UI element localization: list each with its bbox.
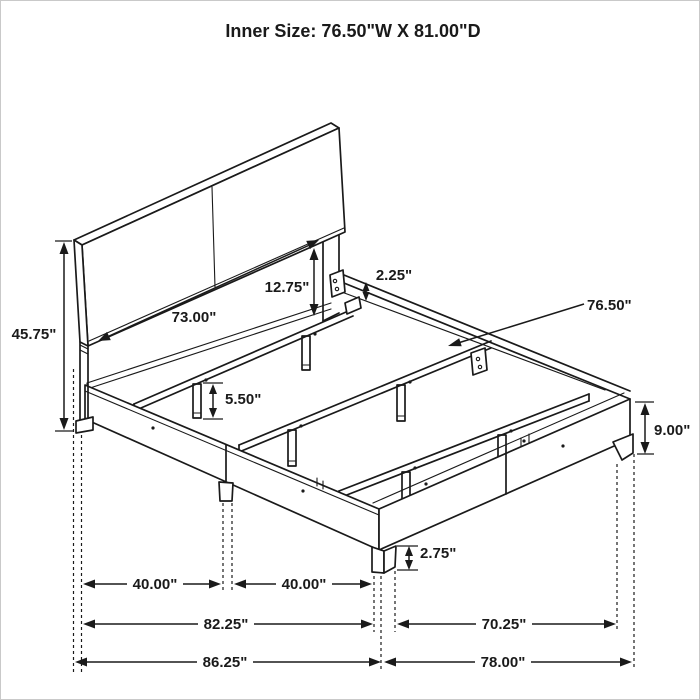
dim-headboard-height [12, 241, 74, 431]
dim-label-center-leg-height: 5.50" [225, 391, 262, 408]
dim-label-leg-spacing-foot: 40.00" [281, 576, 327, 593]
post-foot [76, 417, 93, 433]
drawing-title: Inner Size: 76.50"W X 81.00"D [225, 21, 481, 41]
dim-label-overall-width: 78.00" [480, 654, 526, 671]
dim-center-leg-height [203, 383, 261, 419]
rail-bracket-plate [471, 348, 487, 375]
left-middle-leg [219, 482, 233, 501]
dim-label-panel-to-rail: 12.75" [264, 279, 310, 296]
dim-rail-lip [363, 267, 413, 301]
rail-bracket-plate [330, 270, 345, 297]
dim-label-foot-leg-height: 2.75" [420, 545, 457, 562]
slat-support-rail-middle [239, 341, 491, 452]
dim-overall-width [384, 654, 632, 671]
dim-side-rail-height [635, 402, 690, 454]
headboard-post-right [323, 231, 345, 321]
left-side-rail [85, 385, 379, 550]
dim-foot-leg-height [397, 545, 456, 570]
dim-slat-rail-length [448, 297, 632, 346]
dim-leg-spacing-head [83, 576, 221, 593]
dim-label-side-rail-span: 82.25" [203, 616, 249, 633]
dim-label-side-rail-height: 9.00" [654, 422, 691, 439]
dim-label-leg-spacing-head: 40.00" [132, 576, 178, 593]
far-side-rail [339, 273, 630, 399]
foot-rail [373, 393, 630, 550]
dim-leg-spacing-foot [234, 576, 372, 593]
support-leg [397, 385, 405, 421]
dim-label-slat-rail-length: 76.50" [587, 297, 632, 314]
dim-overall-depth [75, 654, 381, 671]
support-leg [302, 336, 310, 370]
bed-frame-drawing [1, 1, 699, 699]
dim-label-headboard-width: 73.00" [171, 309, 217, 326]
dim-foot-inner-span [397, 616, 616, 633]
dim-label-overall-depth: 86.25" [202, 654, 248, 671]
dim-label-rail-lip: 2.25" [375, 267, 413, 284]
dim-label-foot-inner-span: 70.25" [481, 616, 527, 633]
dim-side-rail-span [83, 616, 373, 633]
support-leg [193, 384, 201, 418]
dim-label-headboard-height: 45.75" [11, 326, 57, 343]
foot-left-corner-leg [372, 546, 396, 573]
support-leg [288, 430, 296, 466]
